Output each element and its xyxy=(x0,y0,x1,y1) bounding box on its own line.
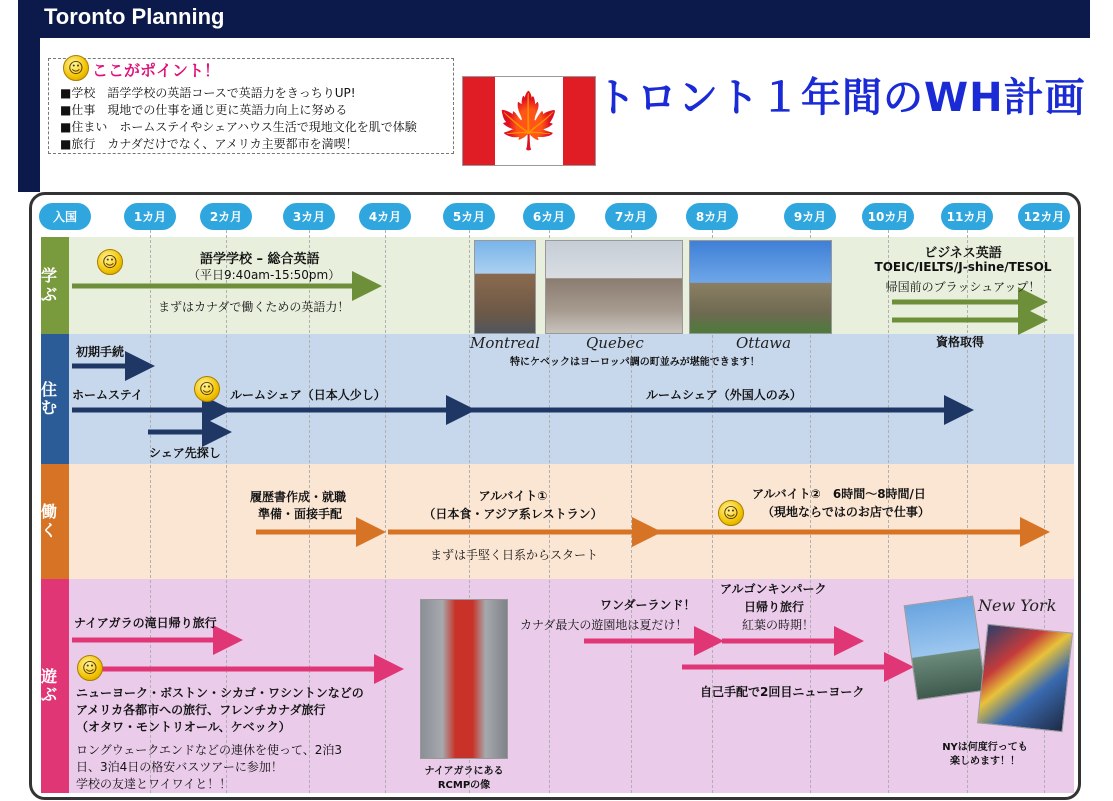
smiley-icon: ☺ xyxy=(97,249,123,275)
month-pill: 10カ月 xyxy=(862,203,914,230)
qualification: 資格取得 xyxy=(936,335,985,349)
point-title: ここがポイント！ xyxy=(92,61,221,80)
month-pill: 5カ月 xyxy=(443,203,495,230)
row-label-work: 働く xyxy=(41,464,69,579)
montreal-photo xyxy=(474,240,536,334)
times-square-photo xyxy=(977,624,1073,732)
trip-line: （オタワ・モントリオール、ケベック） xyxy=(76,720,291,734)
smiley-icon: ☺ xyxy=(63,55,89,81)
month-pill: 7カ月 xyxy=(605,203,657,230)
initial-procedure: 初期手続 xyxy=(76,345,125,359)
job1-detail: （日本食・アジア系レストラン） xyxy=(423,507,603,521)
maple-leaf-icon: 🍁 xyxy=(495,77,562,165)
month-pill: 3カ月 xyxy=(283,203,335,230)
smiley-icon: ☺ xyxy=(718,500,744,526)
month-pill: 8カ月 xyxy=(686,203,738,230)
point-line: ■学校 語学学校の英語コースで英語力をきっちりUP! xyxy=(60,86,356,100)
month-pill: 2カ月 xyxy=(200,203,252,230)
header-title: Toronto Planning xyxy=(44,4,225,29)
row-label-learn: 学ぶ xyxy=(41,237,69,334)
school-note: まずはカナダで働くための英語力！ xyxy=(158,300,350,314)
ny-note: NYは何度行っても xyxy=(942,742,1028,753)
biz-exams: TOEIC/IELTS/J-shine/TESOL xyxy=(874,260,1052,274)
job1-note: まずは手堅く日系からスタート xyxy=(430,548,599,562)
month-pill: 9カ月 xyxy=(784,203,836,230)
quebec-photo xyxy=(545,240,683,334)
school-title: 語学学校 – 総合英語 xyxy=(200,252,320,267)
trip-line: ニューヨーク・ボストン・シカゴ・ワシントンなどの xyxy=(76,686,364,700)
photo-caption: Montreal xyxy=(470,334,540,352)
row-label-live: 住む xyxy=(41,334,69,464)
wonderland-note: カナダ最大の遊園地は夏だけ！ xyxy=(520,618,688,632)
rcmp-caption: ナイアガラにある xyxy=(424,766,504,777)
share-jp: ルームシェア（日本人少し） xyxy=(230,388,386,402)
homestay: ホームステイ xyxy=(72,388,143,402)
biz-note: 帰国前のブラッシュアップ！ xyxy=(885,280,1041,294)
month-pill: 11カ月 xyxy=(941,203,993,230)
ny-note: 楽しめます！！ xyxy=(950,756,1020,767)
algonquin-note: 紅葉の時期！ xyxy=(742,618,815,632)
wonderland-title: ワンダーランド！ xyxy=(600,598,696,612)
statue-of-liberty-photo xyxy=(904,596,987,701)
school-hours: （平日9:40am-15:50pm） xyxy=(188,268,341,282)
point-line: ■仕事 現地での仕事を通じ更に英語力向上に努める xyxy=(60,103,348,117)
job2-detail: （現地ならではのお店で仕事） xyxy=(762,505,930,519)
job2-title: アルバイト② 6時間～8時間/日 xyxy=(752,487,926,501)
trip-line: アメリカ各都市への旅行、フレンチカナダ旅行 xyxy=(76,703,326,717)
photo-caption: Quebec xyxy=(586,334,644,352)
share-search: シェア先探し xyxy=(149,446,221,460)
month-pill: 1カ月 xyxy=(124,203,176,230)
resume-prep: 履歴書作成・就職 xyxy=(250,490,347,504)
rcmp-caption: RCMPの像 xyxy=(437,780,491,791)
trip-note: 日、3泊4日の格安バスツアーに参加！ xyxy=(76,760,283,774)
rcmp-statue-photo xyxy=(420,599,508,759)
photo-note: 特にケベックはヨーロッパ調の町並みが堪能できます！ xyxy=(510,357,760,368)
main-title: トロント１年間のWH計画 xyxy=(596,75,1086,121)
row-label-play: 遊ぶ xyxy=(41,579,69,793)
point-line: ■旅行 カナダだけでなく、アメリカ主要都市を満喫！ xyxy=(60,137,358,151)
ny2-trip: 自己手配で2回目ニューヨーク xyxy=(700,685,865,699)
job1-title: アルバイト① xyxy=(478,489,548,503)
point-line: ■住まい ホームステイやシェアハウス生活で現地文化を肌で体験 xyxy=(60,120,417,134)
share-foreign: ルームシェア（外国人のみ） xyxy=(646,388,802,402)
resume-prep2: 準備・面接手配 xyxy=(258,507,343,521)
biz-title: ビジネス英語 xyxy=(924,246,1002,261)
algonquin-title2: 日帰り旅行 xyxy=(744,600,805,614)
month-pill: 12カ月 xyxy=(1018,203,1070,230)
trip-note: 学校の友達とワイワイと！！ xyxy=(76,777,232,791)
photo-caption: Ottawa xyxy=(736,334,792,352)
month-pill: 入国 xyxy=(39,203,91,230)
trip-note: ロングウェークエンドなどの連休を使って、2泊3 xyxy=(76,743,343,757)
ottawa-photo xyxy=(689,240,832,334)
ny-caption: New York xyxy=(978,596,1057,615)
niagara-trip: ナイアガラの滝日帰り旅行 xyxy=(74,616,217,630)
month-pill: 6カ月 xyxy=(523,203,575,230)
month-pill: 4カ月 xyxy=(359,203,411,230)
algonquin-title: アルゴンキンパーク xyxy=(720,582,827,596)
smiley-icon: ☺ xyxy=(194,376,220,402)
smiley-icon: ☺ xyxy=(77,655,103,681)
